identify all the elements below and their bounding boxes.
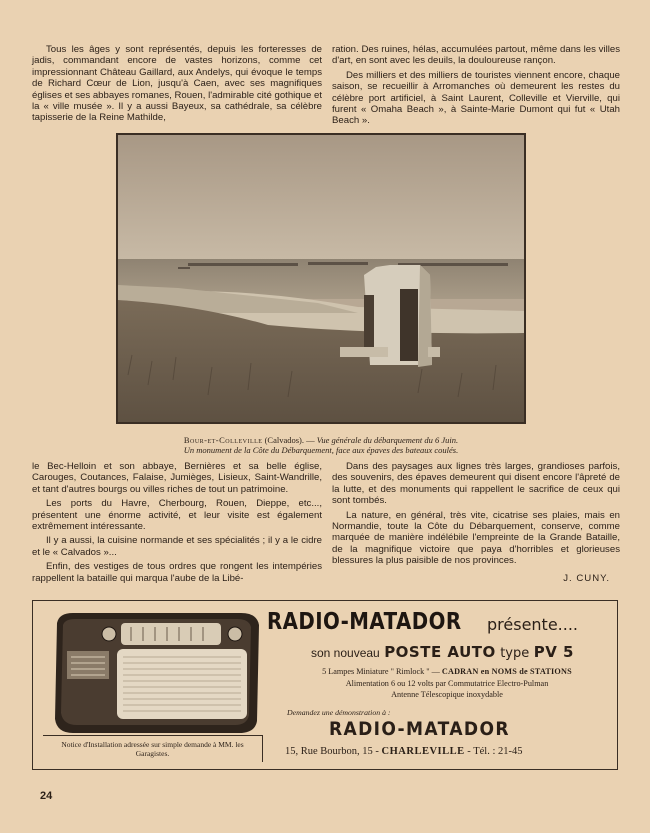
caption-line1: Vue générale du débarquement du 6 Juin. [316,435,459,445]
ad-product: POSTE AUTO [384,643,496,661]
paragraph: Les ports du Havre, Cherbourg, Rouen, Dieppe, etc..., présentent une énorme activité, et leur visite est également extrêmement intéressante. [32,498,322,533]
ad-brand-secondary: RADIO-MATADOR [329,718,510,740]
ad-address-street: 15, Rue Bourbon, 15 - [285,746,379,757]
article-signature: J. CUNY. [563,572,610,584]
paragraph: le Bec-Helloin et son abbaye, Bernières et sa belle église, Carouges, Coutances, Falaise, Jumièges, Lisieux, Saint-Wandrille, et tant d'autres bourgs ou villes riches de tout un patrimoine. [32,461,322,495]
ad-spec-lamps [277,667,617,677]
paragraph: Tous les âges y sont représentés, depuis les forteresses de jadis, commandant encore de vastes horizons, comme cet impressionnant Château Gaillard, aux Andelys, qui évoque le temps de Richard Cœur de Lion, jusqu'à Caen, avec ses magnifiques églises et ses abbayes romanes, Rouen, l'admirable cité gothique et la « ville musée ». Il y a aussi Bayeux, sa cathédrale, sa célèbre tapisserie de la Reine Mathilde, [32,44,322,124]
paragraph: Il y a aussi, la cuisine normande et ses spécialités ; il y a le cidre et le « Calvados »... [32,535,322,558]
ad-type-label: type [500,646,530,661]
ad-spec-power: Alimentation 6 ou 12 volts par Commutatrice Electro-Pulman [345,679,549,688]
radio-matador-advertisement [32,600,618,770]
ad-line2-pre: son nouveau [311,646,380,660]
ad-model: PV 5 [533,643,574,661]
paragraph: Dans des paysages aux lignes très larges, grandioses parfois, des souvenirs, des épaves demeurent qui disent encore l'âpreté de la lutte, et des monuments qui rappellent le sacrifice de ceux qui sont tombés. [332,461,620,507]
ad-address-phone: - Tél. : 21-45 [467,746,523,757]
ad-presente: présente.... [487,615,579,634]
caption-line2: Un monument de la Côte du Débarquement, face aux épaves des bateaux coulés. [183,445,459,455]
ad-spec1-a: 5 Lampes Miniature " Rimlock " — [322,667,440,676]
installation-notice: Notice d'Installation adressée sur simple demande à MM. les Garagistes. [43,735,263,762]
ad-spec-antenna: Antenne Télescopique inoxydable [391,690,503,699]
article-column-bottom-right [332,461,620,584]
paragraph: La nature, en général, très vite, cicatrise ses plaies, mais en Normandie, toute la Côte du Débarquement, conserve, comme marquée de manière indélébile l'empreinte de la Grande Bataille, de la magnifique victoire que paya d'horribles et glorieuses blessures la plus paisible de nos provinces. [332,509,620,567]
page-number: 24 [40,790,53,802]
car-radio-icon [51,609,263,737]
ad-spec1-b: CADRAN en NOMS de STATIONS [441,667,572,676]
ad-demo-text: Demandez une démonstration à : [287,708,391,717]
ad-product-line [311,643,574,662]
photo-illustration [118,135,524,422]
paragraph: Enfin, des vestiges de tous ordres que rongent les intempéries rappellent la bataille qui marqua l'aube de la Libé- [32,561,322,584]
caption-place: Bour-et-Colleville [183,435,263,445]
caption-region: (Calvados). — [264,435,315,445]
photo-caption [116,435,526,455]
ad-brand-title: RADIO-MATADOR [267,609,462,635]
ad-address [285,746,523,757]
article-column-bottom-left [32,461,322,584]
article-column-top-right [332,44,620,127]
landing-beach-photo [116,133,526,424]
article-column-top-left [32,44,322,124]
ad-address-city: CHARLEVILLE [381,746,465,757]
paragraph: Des milliers et des milliers de touristes viennent encore, chaque saison, se recueillir à Arromanches où demeurent les restes du célèbre port artificiel, à Saint Laurent, Colleville et Vierville, qui furent « Omaha Beach », à Sainte-Marie Dumont qui fut « Utah Beach ». [332,69,620,127]
paragraph: ration. Des ruines, hélas, accumulées partout, même dans les villes d'art, en sont avec les deuils, la douloureuse rançon. [332,44,620,67]
